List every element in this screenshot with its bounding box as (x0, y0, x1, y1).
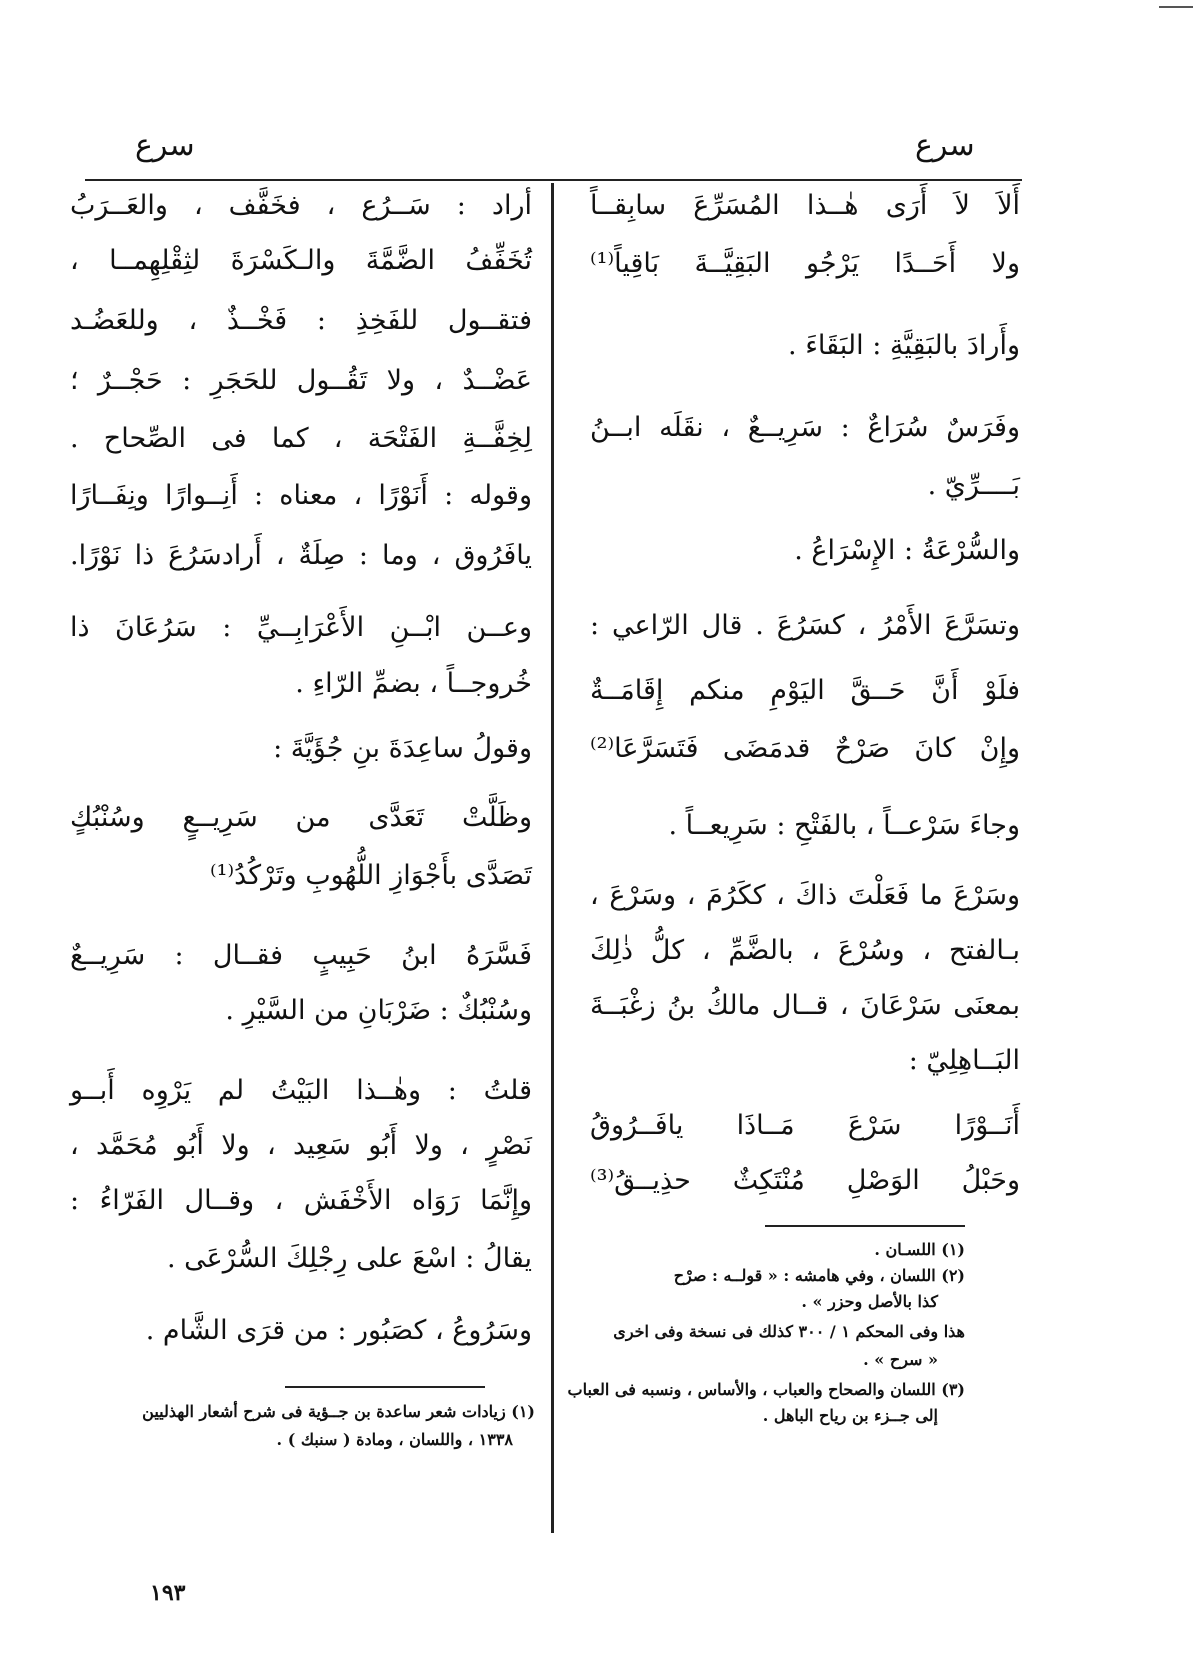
text-line: فلَوْ أَنَّ حَــقَّ اليَوْمِ منكم إِقَامَــةٌ (590, 675, 1020, 706)
text-line: بـالفتح ، وسُرْعَ ، بالضَّمِّ ، كلُّ ذٰلِكَ (590, 935, 1020, 966)
text-line: تَصَدَّى بأَجْوَازِ اللُّهُوبِ وتَرْكُدُ⁽¹⁾ (210, 860, 532, 891)
column-divider (551, 183, 554, 1533)
text-line: بَــــرِّيّ . (927, 470, 1020, 501)
page-number: ١٩٣ (150, 1580, 186, 1606)
header-entry-word-right: سرع (915, 128, 975, 163)
text-line: وحَبْلُ الوَصْلِ مُنْتَكِثٌ حذِيــقُ⁽³⁾ (590, 1165, 1020, 1196)
footnote-right: كذا بالأصل وحزر » . (801, 1292, 938, 1311)
text-line: وتسَرَّعَ الأَمْرُ ، كسَرُعَ . قال الرّاعي : (590, 610, 1020, 641)
text-line: البَــاهِلِيّ : (908, 1045, 1020, 1076)
text-line: وقوله : أَنَوْرًا ، معناه : أَنِــوارًا ونِفَــارًا (70, 480, 532, 511)
text-line: ولا أَحَــدًا يَرْجُو البَقِيَّــةَ بَاقِياً⁽¹⁾ (590, 248, 1020, 279)
text-line: وسَرْعَ ما فَعَلْتَ ذاكَ ، ككَرُمَ ، وسَرْعَ ، (590, 880, 1020, 911)
text-line: يافَرُوق ، وما : صِلَةٌ ، أَرادسَرُعَ ذا نَوْرًا. (70, 540, 532, 571)
text-line: وإِنْ كانَ صَرْحٌ قدمَضَى فَتَسَرَّعَا⁽²⁾ (590, 733, 1020, 764)
text-line: والسُّرْعَةُ : الإِسْرَاعُ . (794, 535, 1020, 566)
footnote-rule-left (285, 1386, 485, 1388)
text-line: وجاءَ سَرْعــاً ، بالفَتْحِ : سَرِيعــاً . (668, 810, 1020, 841)
text-line: قلتُ : وهٰــذا البَيْتُ لم يَرْوِه أَبــو (70, 1075, 532, 1106)
text-line: وإِنَّمَا رَوَاه الأَخْفَش ، وقــال الفَرّاءُ : (70, 1185, 532, 1216)
text-line: وعــن ابْــنِ الأَعْرَابِــيِّ : سَرُعَانَ ذا (70, 612, 532, 643)
footnote-left: ١٣٣٨ ، واللسان ، ومادة ( سنبك ) . (276, 1430, 513, 1449)
text-line: خُروجــاً ، بضمِّ الرّاءِ . (295, 668, 532, 699)
text-line: وفَرَسٌ سُرَاعٌ : سَرِيــعٌ ، نقَلَه ابــنُ (590, 412, 1020, 443)
text-line: وسَرُوعُ ، كصَبُور : من قرَى الشَّام . (145, 1315, 532, 1346)
text-line: أَلاَ لاَ أَرَى هٰــذا المُسَرِّعَ سابِقــاً (590, 190, 1020, 221)
footnote-right: (٣) اللسان والصحاح والعباب ، والأساس ، ونسبه فى العباب (567, 1380, 965, 1399)
header-entry-word-left: سرع (135, 128, 195, 163)
text-line: فتقــول للفَخِذِ : فَخْــذٌ ، وللعَضُـد (70, 305, 532, 336)
text-line: وسُنْبُكٌ : ضَرْبَانِ من السَّيْرِ . (225, 995, 532, 1026)
footnote-right: (١) اللسـان . (874, 1240, 965, 1259)
footnote-right: (٢) اللسان ، وفي هامشه : « قولــه : صرْح (673, 1266, 965, 1285)
footnote-rule-right (765, 1225, 965, 1227)
header-rule (85, 179, 1022, 181)
text-line: أَنَــوْرًا سَرْعَ مَــاذَا يافَــرُوقُ (590, 1110, 1020, 1141)
text-line: عَضْــدٌ ، ولا تَقُــول للحَجَرِ : حَجْــرٌ ؛ (70, 365, 532, 396)
footnote-right: « سرح » . (863, 1350, 938, 1369)
footnote-right: إلى جــزء بن رياح الباهل . (762, 1406, 938, 1425)
text-line: فَسَّرَهُ ابنُ حَبِيبٍ فقــال : سَرِيــعٌ (70, 940, 532, 971)
text-line: وظَلَّتْ تَعَدَّى من سَرِيــعٍ وسُنْبُكٍ (70, 802, 532, 833)
text-line: لِخِفَّــةِ الفَتْحَة ، كما فى الصِّحاح . (70, 423, 532, 454)
text-line: وقولُ ساعِدَةَ بنِ جُؤَيَّةَ : (273, 733, 532, 764)
text-line: بمعنَى سَرْعَانَ ، قــال مالكُ بنُ زغْبَــةَ (590, 990, 1020, 1021)
text-line: أراد : سَــرُع ، فخَفَّف ، والعَــرَبُ (70, 190, 532, 221)
text-line: تُخَفِّفُ الضَّمَّةَ والـكَسْرَةَ لثِقْلِهِمــا ، (70, 245, 532, 276)
text-line: وأَرادَ بالبَقِيَّةِ : البَقَاءَ . (788, 330, 1020, 361)
footnote-left: (١) زيادات شعر ساعدة بن جــؤية فى شرح أشعار الهذليين (142, 1402, 535, 1421)
text-line: يقالُ : اسْعَ على رِجْلِكَ السُّرْعَى . (167, 1243, 532, 1274)
footnote-right: هذا وفى المحكم ١ / ٣٠٠ كذلك فى نسخة وفى اخرى (613, 1322, 965, 1341)
corner-mark (1159, 6, 1193, 8)
text-line: نَصْرٍ ، ولا أَبُو سَعِيد ، ولا أَبُو مُحَمَّد ، (70, 1130, 532, 1161)
